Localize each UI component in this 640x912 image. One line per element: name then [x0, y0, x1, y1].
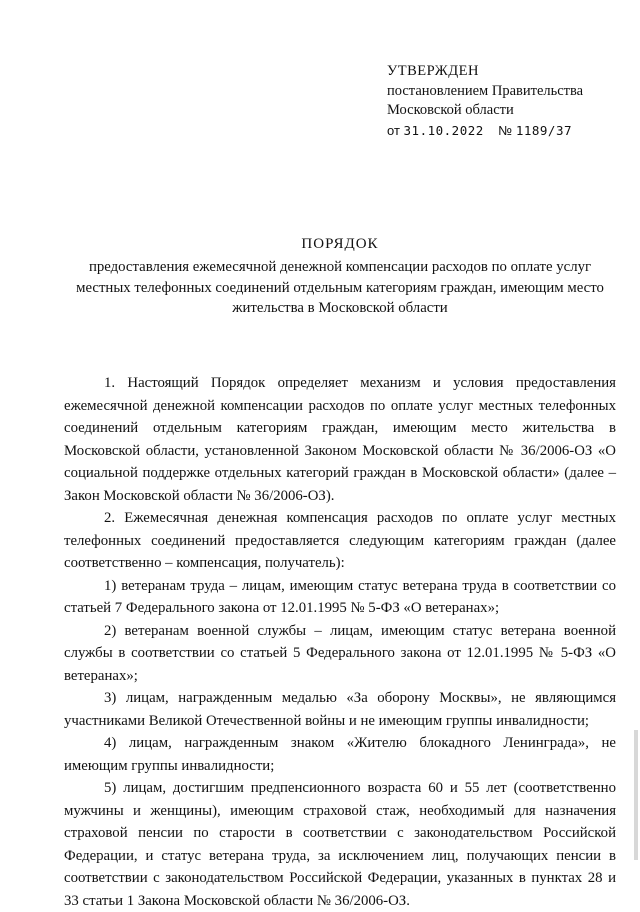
- approval-stamp: [387, 62, 583, 140]
- approval-date: 31.10.2022: [403, 122, 484, 138]
- paragraph: 1. Настоящий Порядок определяет механизм и условия предоставления ежемесячной денежной компенсации расходов по оплате услуг местных телефонных соединений отдельным категориям граждан, имеющим место жительства в Московской области, установленной Законом Московской области № 36/2006-ОЗ «О социальной поддержке отдельных категорий граждан в Московской области» (далее – Закон Московской области № 36/2006-ОЗ).: [64, 375, 616, 504]
- scan-edge-mark: [634, 730, 638, 860]
- approval-heading: УТВЕРЖДЕН: [387, 63, 479, 79]
- approval-dateline: [387, 121, 583, 141]
- list-item: 2) ветеранам военной службы – лицам, имеющим статус ветерана военной службы в соответствии со статьей 5 Федерального закона от 12.01.1995 № 5-ФЗ «О ветеранах»;: [64, 622, 616, 684]
- title-block: [60, 236, 620, 319]
- approval-number: 1189/37: [515, 122, 573, 138]
- list-item: 4) лицам, награжденным знаком «Жителю блокадного Ленинграда», не имеющим группы инвалидности;: [64, 735, 616, 774]
- document-body: [64, 372, 616, 912]
- document-title: ПОРЯДОК: [301, 236, 379, 252]
- list-item: 5) лицам, достигшим предпенсионного возраста 60 и 55 лет (соответственно мужчины и женщины), имеющим страховой стаж, необходимый для назначения страховой пенсии по старости в соответствии с законодательством Российской Федерации, и статус ветерана труда, за исключением лиц, получающих пенсии в соответствии с законодательством Российской Федерации, указанных в пунктах 28 и 33 статьи 1 Закона Московской области № 36/2006-ОЗ.: [64, 780, 616, 909]
- approval-line-2: Московской области: [387, 102, 514, 118]
- number-prefix: №: [498, 122, 513, 138]
- approval-line-1: постановлением Правительства: [387, 82, 584, 99]
- list-item: 3) лицам, награжденным медалью «За оборону Москвы», не являющимся участниками Великой Отечественной войны и не имеющим группы инвалидности;: [64, 690, 616, 729]
- date-prefix: от: [387, 122, 400, 138]
- document-subtitle: предоставления ежемесячной денежной компенсации расходов по оплате услуг местных телефонных соединений отдельным категориям граждан, имеющим место жительства в Московской области: [76, 259, 604, 316]
- paragraph: 2. Ежемесячная денежная компенсация расходов по оплате услуг местных телефонных соединений предоставляется следующим категориям граждан (далее соответственно – компенсация, получатель):: [64, 510, 616, 571]
- list-item: 1) ветеранам труда – лицам, имеющим статус ветерана труда в соответствии со статьей 7 Федерального закона от 12.01.1995 № 5-ФЗ «О ветеранах»;: [64, 577, 616, 616]
